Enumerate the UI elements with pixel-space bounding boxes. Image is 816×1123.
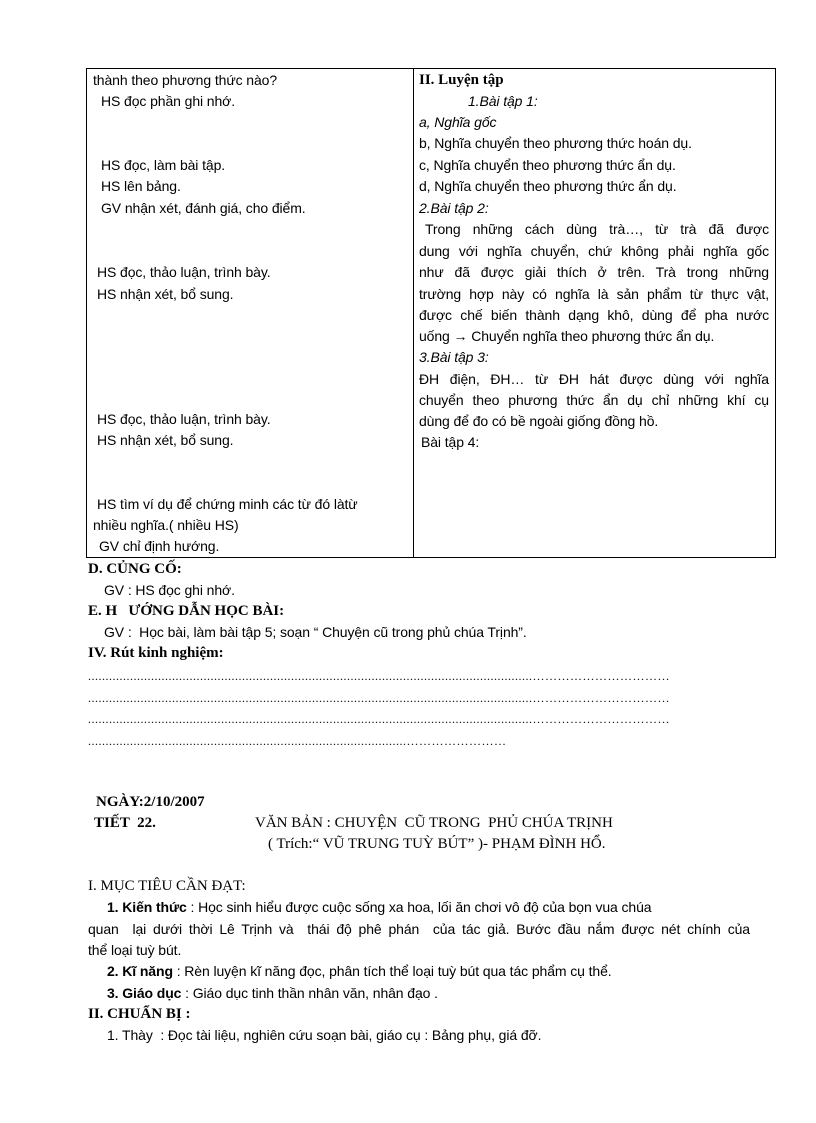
huong-dan-line: GV : Học bài, làm bài tập 5; soạn “ Chuyện cũ trong phủ chúa Trịnh”. bbox=[104, 624, 527, 640]
giao-duc-label: 3. Giáo dục bbox=[107, 985, 182, 1001]
huong-dan-heading: E. H ƯỚNG DẪN HỌC BÀI: bbox=[88, 603, 285, 619]
rut-kinh-nghiem-dotted-line: ...............................................................................................................................…………………………… bbox=[88, 691, 670, 705]
table-border-middle bbox=[413, 68, 414, 558]
table-left-cell-text: HS nhận xét, bổ sung. bbox=[97, 432, 234, 448]
table-left-cell-text: HS lên bảng. bbox=[101, 178, 181, 194]
kien-thuc-line-1 bbox=[107, 899, 651, 915]
rut-kinh-nghiem-dotted-line: ...........................................................................................…………………… bbox=[88, 734, 507, 748]
bai-tap-2-line: Trong những cách dùng trà…, từ trà đã được bbox=[425, 221, 769, 237]
bai-tap-1-d: d, Nghĩa chuyển theo phương thức ẩn dụ. bbox=[419, 178, 677, 194]
bai-tap-1-c: c, Nghĩa chuyển theo phương thức ẩn dụ. bbox=[419, 157, 676, 173]
table-border-left bbox=[86, 68, 87, 558]
bai-tap-3-line: dùng để đo có bề ngoài giống đồng hồ. bbox=[419, 413, 659, 429]
table-left-cell-text: thành theo phương thức nào? bbox=[93, 72, 278, 88]
table-left-cell-text: HS đọc, thảo luận, trình bày. bbox=[97, 264, 271, 280]
bai-tap-2-line: dung với nghĩa chuyển, chứ không phải nghĩa gốc bbox=[419, 243, 769, 259]
bai-tap-3-line: chuyển theo phương thức ẩn dụ chỉ những khí cụ bbox=[419, 392, 769, 408]
cung-co-line: GV : HS đọc ghi nhớ. bbox=[104, 582, 235, 598]
ki-nang-text: : Rèn luyện kĩ năng đọc, phân tích thể loại tuỳ bút qua tác phẩm cụ thể. bbox=[172, 963, 612, 979]
giao-duc-line bbox=[107, 985, 438, 1001]
luyen-tap-heading: II. Luyện tập bbox=[419, 72, 504, 88]
ki-nang-line bbox=[107, 963, 612, 979]
bai-tap-2-line: được chế biến thành dạng khô, dùng để pha nước bbox=[419, 307, 769, 323]
rut-kinh-nghiem-dotted-line: ...............................................................................................................................…………………………… bbox=[88, 669, 670, 683]
table-left-cell-text: HS tìm ví dụ để chứng minh các từ đó làtừ bbox=[97, 496, 358, 512]
bai-tap-2-line: như đã được giải thích ở trên. Trà trong những bbox=[419, 264, 769, 280]
bai-tap-3-title: 3.Bài tập 3: bbox=[419, 349, 489, 365]
bai-tap-1-b: b, Nghĩa chuyển theo phương thức hoán dụ. bbox=[419, 135, 692, 151]
table-border-top bbox=[86, 68, 776, 69]
kien-thuc-label: 1. Kiến thức bbox=[107, 899, 187, 915]
rut-kinh-nghiem-heading: IV. Rút kinh nghiệm: bbox=[88, 645, 224, 661]
table-border-bottom bbox=[86, 557, 776, 558]
bai-tap-3-line: ĐH điện, ĐH… từ ĐH hát được dùng với nghĩa bbox=[419, 371, 769, 387]
bai-tap-4-title: Bài tập 4: bbox=[421, 434, 480, 450]
lesson-subtitle: ( Trích:“ VŨ TRUNG TUỲ BÚT” )- PHẠM ĐÌNH HỔ. bbox=[268, 836, 606, 852]
table-left-cell-text: nhiều nghĩa.( nhiều HS) bbox=[93, 517, 239, 533]
bai-tap-1-title: 1.Bài tập 1: bbox=[468, 93, 538, 109]
rut-kinh-nghiem-dotted-line: ...............................................................................................................................…………………………… bbox=[88, 712, 670, 726]
chuan-bi-thay: 1. Thày : Đọc tài liệu, nghiên cứu soạn bài, giáo cụ : Bảng phụ, giá đỡ. bbox=[107, 1027, 542, 1043]
table-left-cell-text: HS đọc, làm bài tập. bbox=[101, 157, 226, 173]
table-border-right bbox=[775, 68, 776, 558]
giao-duc-text: : Giáo dục tinh thần nhân văn, nhân đạo . bbox=[181, 985, 438, 1001]
table-left-cell-text: GV chỉ định hướng. bbox=[99, 538, 220, 554]
kien-thuc-line-2: quan lại dưới thời Lê Trịnh và thái độ phê phán của tác giả. Bước đầu nắm được nét chính của bbox=[88, 921, 750, 937]
bai-tap-2-line: trường hợp này có nghĩa là sản phẩm từ thực vật, bbox=[419, 286, 769, 302]
table-left-cell-text: HS đọc phần ghi nhớ. bbox=[101, 93, 236, 109]
chuan-bi-heading: II. CHUẨN BỊ : bbox=[88, 1006, 191, 1022]
kien-thuc-text: : Học sinh hiểu được cuộc sống xa hoa, lối ăn chơi vô độ của bọn vua chúa bbox=[186, 899, 652, 915]
kien-thuc-line-3: thể loại tuỳ bút. bbox=[88, 942, 182, 958]
bai-tap-1-a: a, Nghĩa gốc bbox=[419, 114, 497, 130]
lesson-period: TIẾT 22. bbox=[94, 815, 156, 831]
bai-tap-2-title: 2.Bài tập 2: bbox=[419, 200, 489, 216]
lesson-title: VĂN BẢN : CHUYỆN CŨ TRONG PHỦ CHÚA TRỊNH bbox=[255, 815, 613, 831]
table-left-cell-text: GV nhận xét, đánh giá, cho điểm. bbox=[101, 200, 306, 216]
cung-co-heading: D. CỦNG CỐ: bbox=[88, 561, 182, 577]
bai-tap-2-line: uống → Chuyển nghĩa theo phương thức ẩn dụ. bbox=[419, 328, 715, 344]
lesson-date: NGÀY:2/10/2007 bbox=[96, 794, 205, 810]
ki-nang-label: 2. Kĩ năng bbox=[107, 963, 173, 979]
muc-tieu-heading: I. MỤC TIÊU CẦN ĐẠT: bbox=[88, 878, 246, 894]
table-left-cell-text: HS đọc, thảo luận, trình bày. bbox=[97, 411, 271, 427]
table-left-cell-text: HS nhận xét, bổ sung. bbox=[97, 286, 234, 302]
